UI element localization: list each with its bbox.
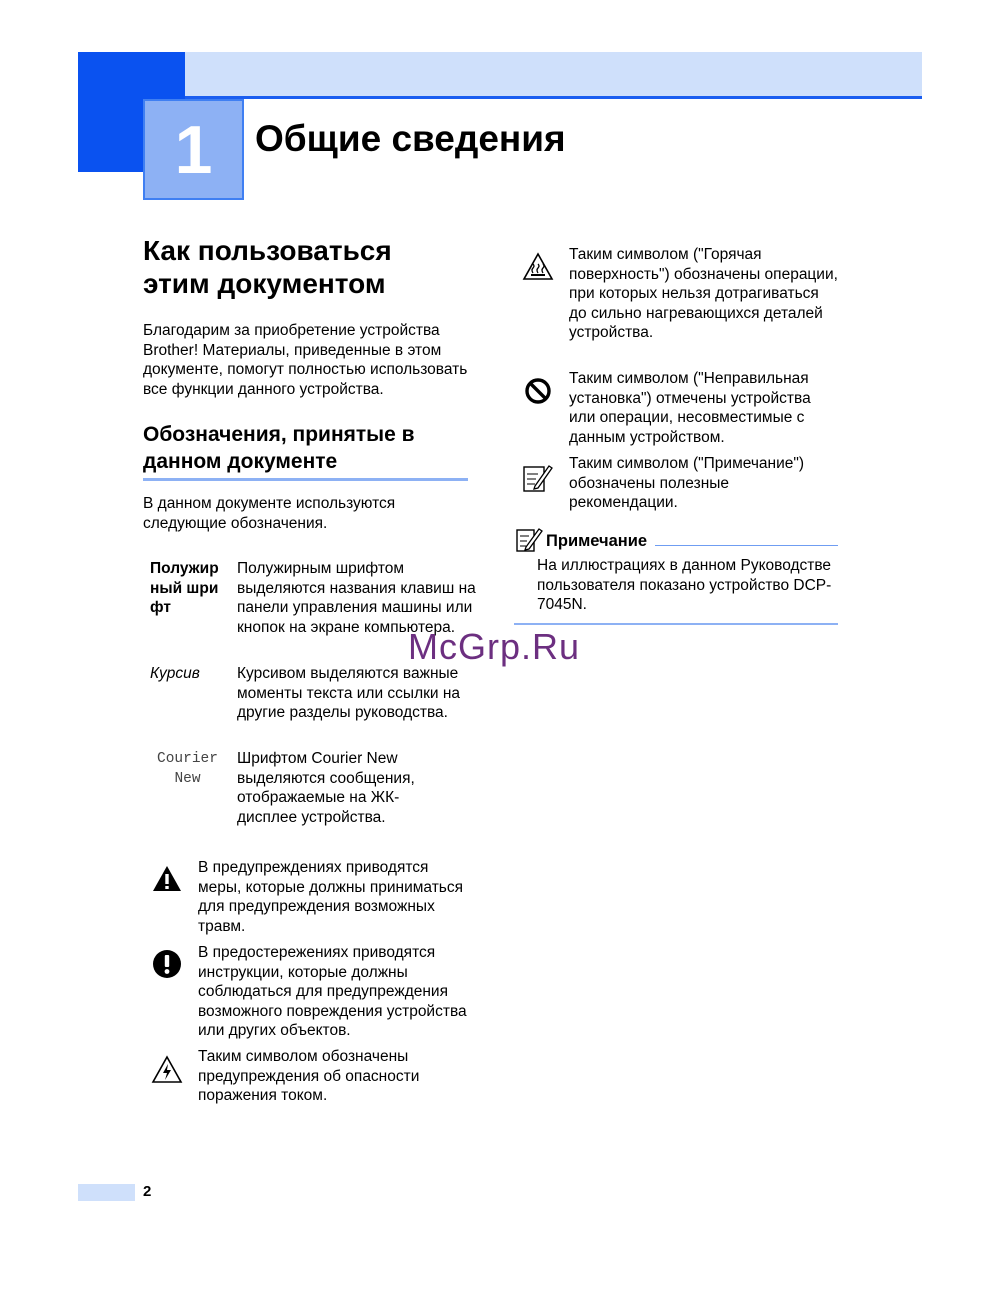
section-intro: Благодарим за приобретение устройства Brother! Материалы, приведенные в этом документе, помогут полностью использовать все функции данного устройства.: [143, 322, 468, 398]
page-number: 2: [143, 1183, 152, 1200]
convention-desc-italic: Курсивом выделяются важные моменты текста или ссылки на другие разделы руководства.: [237, 665, 461, 722]
section-title-line2: этим документом: [143, 268, 386, 299]
prohibited-icon: [521, 374, 555, 408]
section-title-line1: Как пользоваться: [143, 235, 392, 266]
hot-surface-icon: [521, 250, 555, 284]
convention-desc-courier: Шрифтом Courier New выделяются сообщения, отображаемые на ЖК-дисплее устройства.: [237, 750, 415, 826]
note-symbol-text: Таким символом ("Примечание") обозначены полезные рекомендации.: [569, 455, 805, 512]
hot-surface-text: Таким символом ("Горячая поверхность") обозначены операции, при которых нельзя дотрагиваться до сильно нагревающихся деталей устройства.: [569, 246, 838, 342]
note-bottom-rule: [514, 623, 838, 625]
convention-term-italic: Курсив: [150, 665, 200, 682]
subsection-title: [143, 421, 415, 475]
warning-icon: [150, 862, 184, 896]
chapter-title: Общие сведения: [255, 118, 566, 159]
subsection-intro: В данном документе используются следующие обозначения.: [143, 495, 396, 532]
section-title: [143, 234, 392, 300]
note-title-rule: [655, 545, 838, 546]
electrical-hazard-text: Таким символом обозначены предупреждения об опасности поражения током.: [198, 1048, 420, 1105]
subsection-title-line1: Обозначения, принятые в: [143, 423, 415, 446]
chapter-number: 1: [174, 111, 213, 188]
note-text: На иллюстрациях в данном Руководстве пользователя показано устройство DCP-7045N.: [537, 557, 832, 614]
subsection-title-line2: данном документе: [143, 450, 338, 473]
convention-term-courier: Courier New: [157, 751, 218, 787]
note-title: Примечание: [546, 532, 648, 550]
prohibited-text: Таким символом ("Неправильная установка") отмечены устройства или операции, несовместимые с данным устройством.: [569, 370, 811, 446]
header-rule: [185, 96, 922, 99]
page-number-bar: [78, 1184, 135, 1201]
warning-text: В предупреждениях приводятся меры, которые должны приниматься для предупреждения возможных травм.: [198, 859, 464, 935]
electrical-hazard-icon: [150, 1053, 184, 1087]
note-header-icon: [515, 526, 545, 554]
convention-desc-bold: Полужирным шрифтом выделяются названия клавиш на панели управления машины или кнопок на экране компьютера.: [237, 560, 476, 636]
convention-term-bold: Полужирный шрифт: [150, 560, 219, 617]
header-band: [185, 52, 922, 98]
watermark: McGrp.Ru: [408, 626, 581, 667]
subsection-rule: [143, 478, 468, 481]
note-icon: [521, 460, 555, 494]
caution-icon: [150, 947, 184, 981]
caution-text: В предостережениях приводятся инструкции, которые должны соблюдаться для предупреждения возможного повреждения устройства или других объектов.: [198, 944, 467, 1040]
